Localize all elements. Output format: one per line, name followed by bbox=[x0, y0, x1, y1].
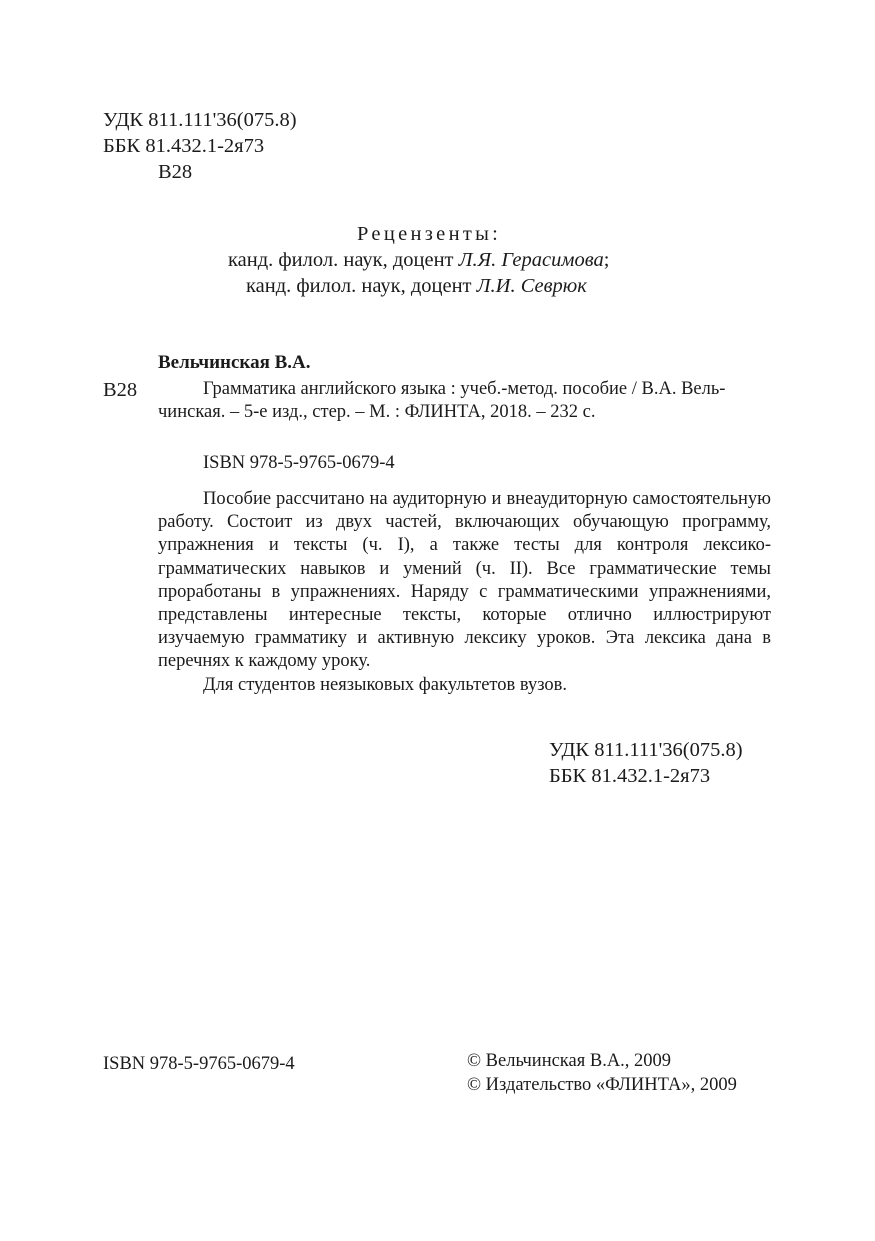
udk-code-bottom: УДК 811.111'36(075.8) bbox=[549, 739, 743, 761]
entry-title-line-1: Грамматика английского языка : учеб.-метод. пособие / В.А. Вель- bbox=[203, 379, 726, 399]
bbk-code-top: ББК 81.432.1-2я73 bbox=[103, 135, 265, 157]
reviewer-2-name: Л.И. Севрюк bbox=[476, 275, 587, 297]
reviewer-1-prefix: канд. филол. наук, доцент bbox=[228, 249, 459, 271]
author-mark-entry: В28 bbox=[103, 379, 138, 401]
reviewer-1-name: Л.Я. Герасимова bbox=[458, 249, 604, 271]
reviewer-2-prefix: канд. филол. наук, доцент bbox=[246, 275, 477, 297]
copyright-publisher: © Издательство «ФЛИНТА», 2009 bbox=[467, 1075, 737, 1095]
isbn-footer: ISBN 978-5-9765-0679-4 bbox=[103, 1054, 295, 1074]
entry-title-line-2: чинская. – 5-е изд., стер. – М. : ФЛИНТА, 2018. – 232 с. bbox=[158, 402, 596, 422]
bbk-code-bottom: ББК 81.432.1-2я73 bbox=[549, 765, 711, 787]
reviewer-1-suffix: ; bbox=[603, 249, 610, 271]
annotation-paragraph-2: Для студентов неязыковых факультетов вузов. bbox=[203, 674, 568, 695]
author-heading: Вельчинская В.А. bbox=[158, 352, 311, 373]
udk-code-top: УДК 811.111'36(075.8) bbox=[103, 109, 297, 131]
copyright-author: © Вельчинская В.А., 2009 bbox=[467, 1051, 672, 1071]
author-mark-top: В28 bbox=[158, 161, 193, 183]
isbn-entry: ISBN 978-5-9765-0679-4 bbox=[203, 453, 395, 473]
reviewer-2 bbox=[246, 273, 587, 299]
reviewer-1 bbox=[228, 247, 609, 273]
annotation bbox=[158, 488, 771, 697]
reviewers-heading: Рецензенты: bbox=[357, 223, 502, 245]
annotation-paragraph-1: Пособие рассчитано на аудиторную и внеаудиторную самостоятельную работу. Состоит из двух частей, включающих обучающую программу, упражнения и тексты (ч. I), а также тесты для контроля лексико-грамматических навыков и умений (ч. II). Все грамматические темы проработаны в упражнениях. Наряду с грамматическими упражнениями, представлены интересные тексты, которые отлично иллюстрируют изучаемую грамматику и активную лексику уроков. Эта лексика дана в перечнях к каждому уроку. bbox=[158, 489, 771, 672]
